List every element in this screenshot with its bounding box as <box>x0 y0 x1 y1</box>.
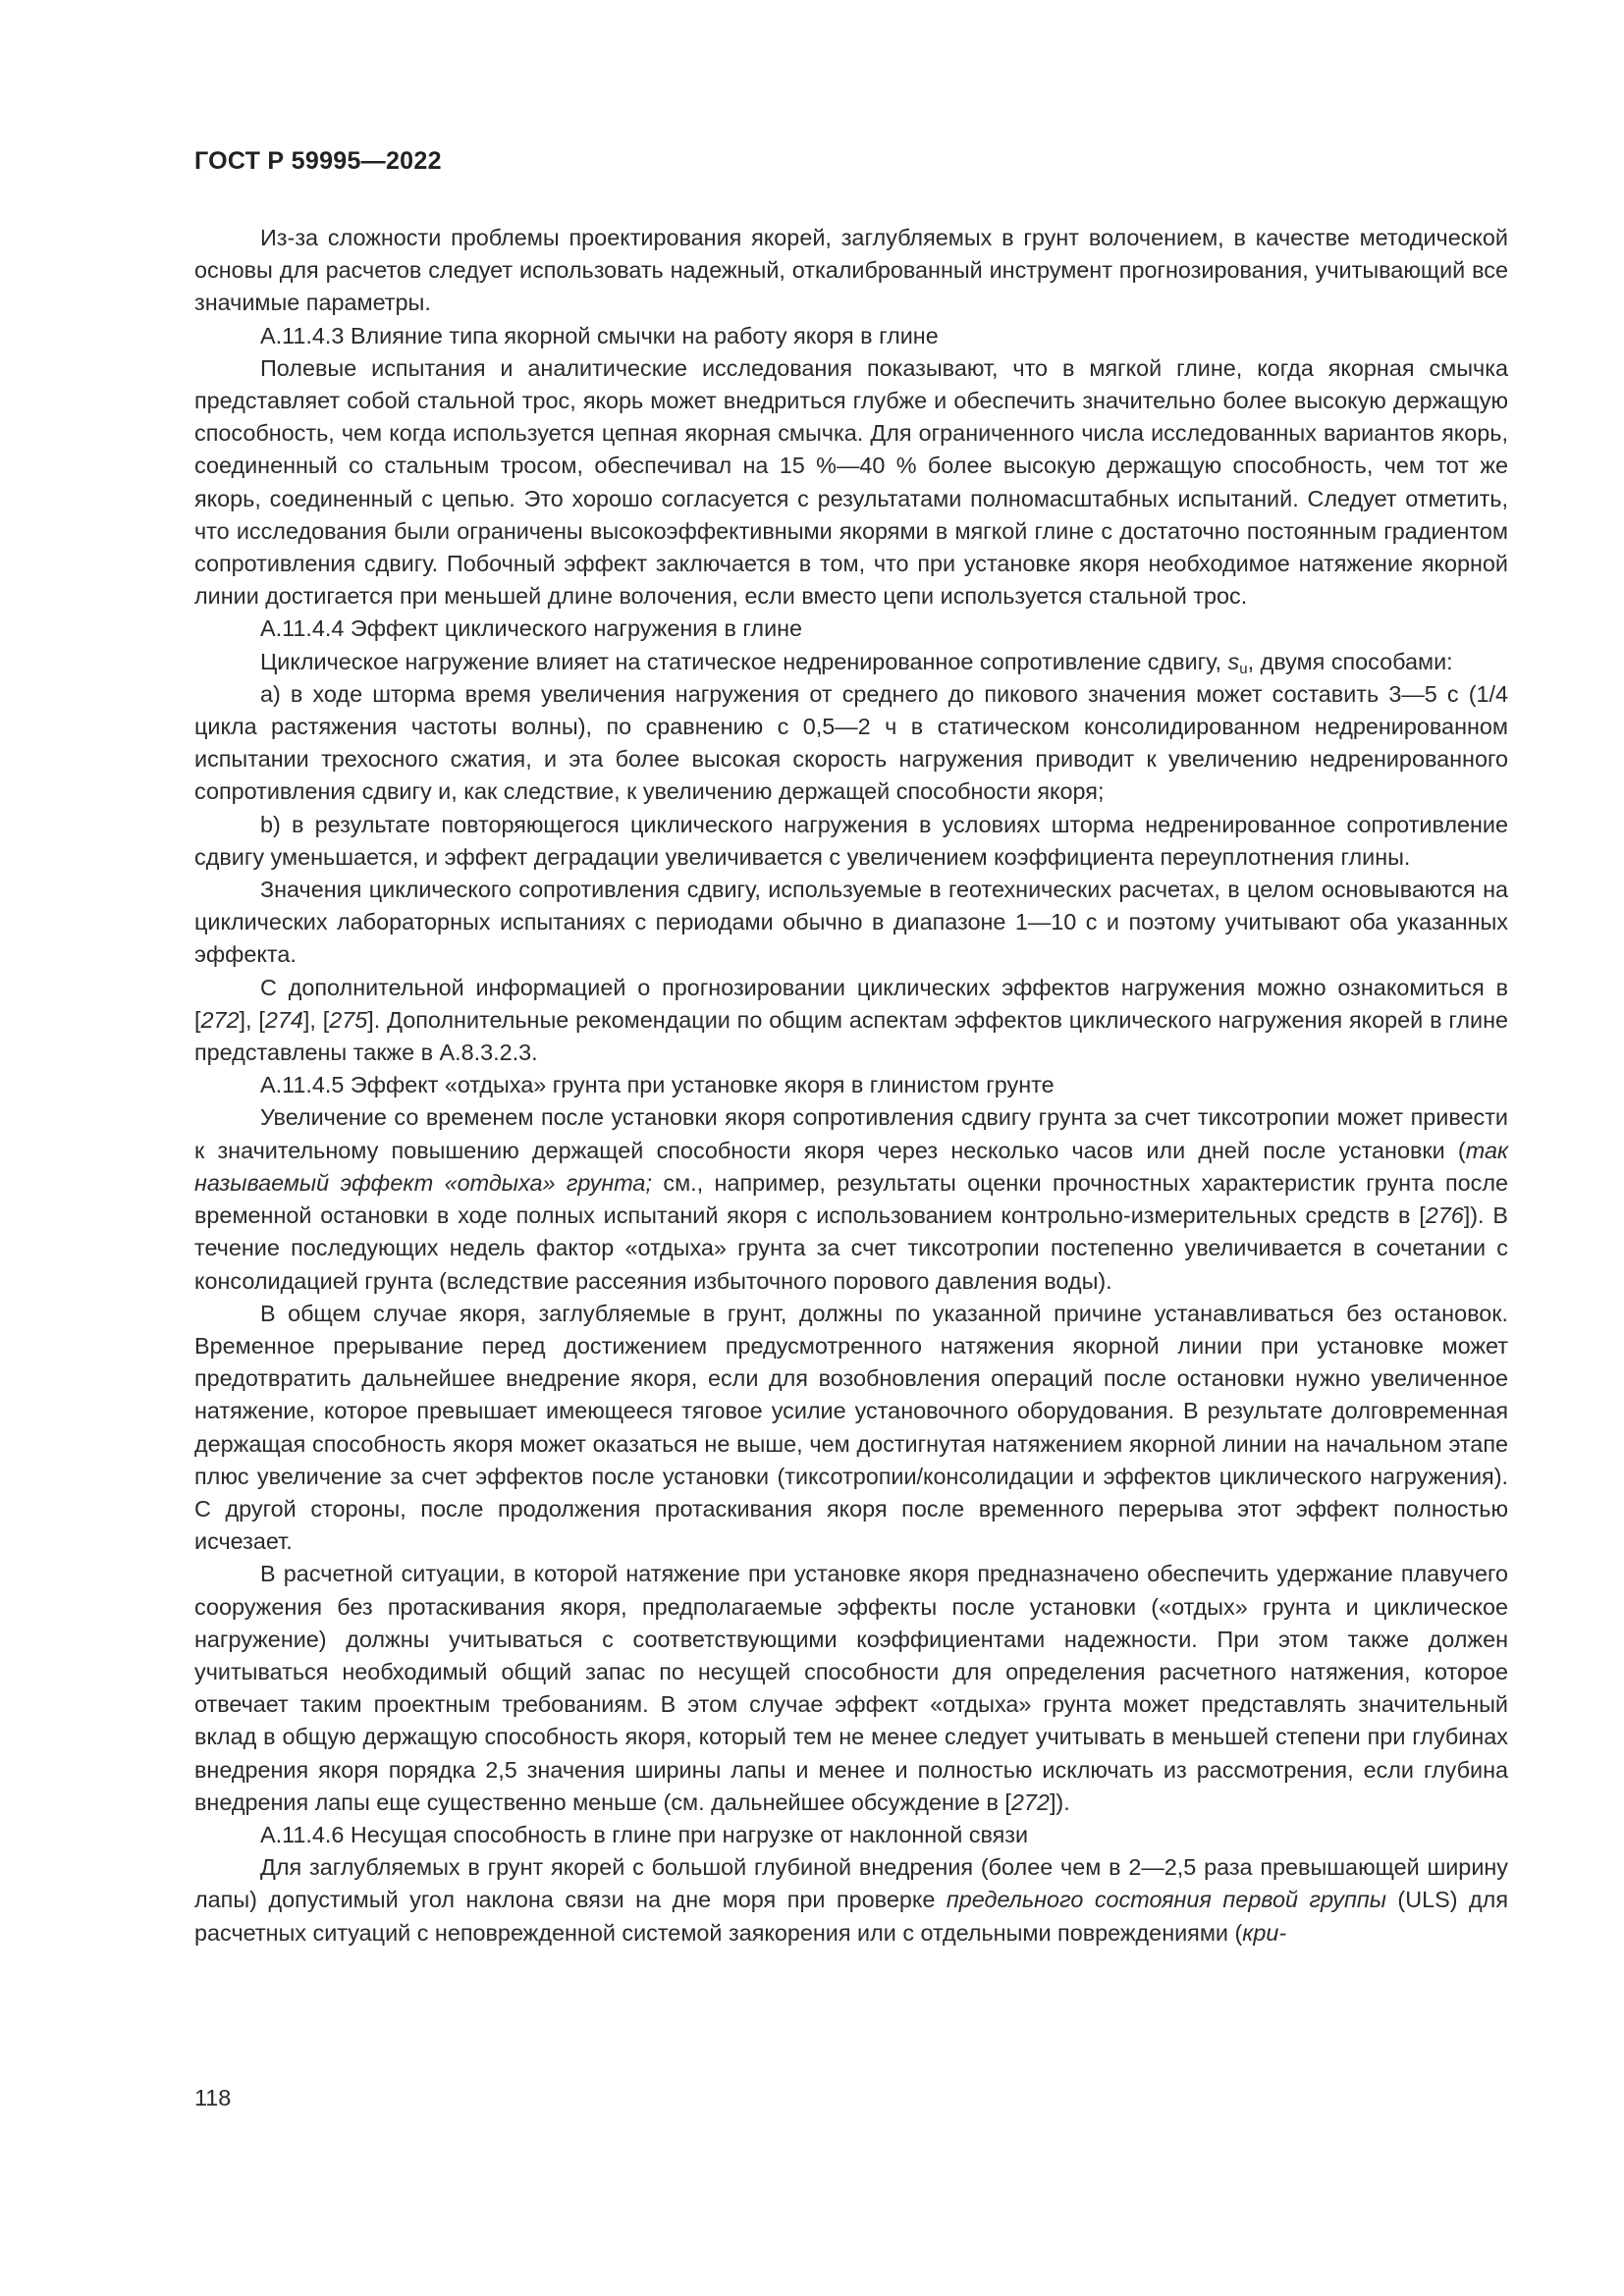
text-run: см., например, результаты оценки прочностных характеристик грунта после временной остановки в ходе полных испытаний якоря с использованием контрольно-измерительных средств в [ <box>194 1169 1508 1229</box>
reference-274: 274 <box>264 1006 303 1033</box>
page-number: 118 <box>194 2085 232 2110</box>
text-run: ]. Дополнительные рекомендации по общим аспектам эффектов циклического нагружения якорей в глине представлены также в А.8.3.2.3. <box>194 1006 1508 1066</box>
paragraph: Из-за сложности проблемы проектирования якорей, заглубляемых в грунт волочением, в качестве методической основы для расчетов следует использовать надежный, откалиброванный инструмент прогнозирования, учитывающий все значимые параметры. <box>194 225 1508 316</box>
text-run: ], [ <box>302 1006 330 1033</box>
text-run: В расчетной ситуации, в которой натяжение при установке якоря предназначено обеспечить удержание плавучего сооружения без протаскивания якоря, предполагаемые эффекты после установки («отдых» грунта и циклическое нагружение) должны учитываться с соответствующими коэффициентами надежности. При этом также должен учитываться необходимый общий запас по несущей способности для определения расчетного натяжения, которое отвечает таким проектным требованиям. В этом случае эффект «отдыха» грунта может представлять значительный вклад в общую держащую способность якоря, который тем не менее следует учитывать в меньшей степени при глубинах внедрения якоря порядка 2,5 значения ширины лапы и менее и полностью исключать из рассмотрения, если глубина внедрения лапы еще существенно меньше (см. дальнейшее обсуждение в [ <box>194 1561 1508 1815</box>
symbol-s: s <box>1227 648 1240 674</box>
document-header-code: ГОСТ Р 59995—2022 <box>194 147 442 175</box>
paragraph <box>194 972 1508 1070</box>
italic-term: кри- <box>1242 1919 1287 1946</box>
text-run: ]). В течение последующих недель фактор «отдыха» грунта за счет тиксотропии постепенно увеличивается в сочетании с консолидацией грунта (вследствие рассеяния избыточного порового давления воды). <box>194 1202 1508 1294</box>
paragraph: В общем случае якоря, заглубляемые в грунт, должны по указанной причине устанавливаться без остановок. Временное прерывание перед достижением предусмотренного натяжения якорной линии при установке может предотвратить дальнейшее внедрение якоря, если для возобновления операций после остановки нужно увеличенное натяжение, которое превышает имеющееся тяговое усилие установочного оборудования. В результате долговременная держащая способность якоря может оказаться не выше, чем достигнутая натяжением якорной линии на начальном этапе плюс увеличение за счет эффектов после установки (тиксотропии/консолидации и эффектов циклического нагружения). С другой стороны, после продолжения протаскивания якоря после временного перерыва этот эффект полностью исчезает. <box>194 1300 1508 1555</box>
section-heading-a11-4-5: А.11.4.5 Эффект «отдыха» грунта при установке якоря в глинистом грунте <box>260 1072 1055 1098</box>
text-run: ]). <box>1049 1789 1070 1815</box>
text-run: Для заглубляемых в грунт якорей с большой глубиной внедрения (более чем в 2—2,5 раза превышающей ширину лапы) допустимый угол наклона связи на дне моря при проверке <box>194 1854 1508 1913</box>
paragraph <box>194 1851 1508 1949</box>
text-run: , двумя способами: <box>1247 648 1453 674</box>
italic-term: предельного состояния первой группы <box>946 1887 1386 1913</box>
paragraph <box>194 1101 1508 1297</box>
paragraph <box>194 1558 1508 1819</box>
reference-275: 275 <box>329 1006 368 1033</box>
section-heading-a11-4-3: А.11.4.3 Влияние типа якорной смычки на работу якоря в глине <box>260 322 939 348</box>
section-heading-a11-4-4: А.11.4.4 Эффект циклического нагружения в глине <box>260 615 803 642</box>
text-run: Циклическое нагружение влияет на статическое недренированное сопротивление сдвигу, <box>260 648 1228 674</box>
list-item-a: a) в ходе шторма время увеличения нагружения от среднего до пикового значения может составить 3—5 с (1/4 цикла растяжения частоты волны), по сравнению с 0,5—2 ч в статическом консолидированном недренированном испытании трехосного сжатия, и эта более высокая скорость нагружения приводит к увеличению недренированного сопротивления сдвигу и, как следствие, к увеличению держащей способности якоря; <box>194 680 1508 805</box>
reference-272: 272 <box>200 1006 240 1033</box>
list-item-b: b) в результате повторяющегося циклического нагружения в условиях шторма недренированное сопротивление сдвигу уменьшается, и эффект деградации увеличивается с увеличением коэффициента переуплотнения глины. <box>194 811 1508 870</box>
symbol-subscript-u: u <box>1239 660 1248 677</box>
italic-term: так называемый эффект «отдыха» грунта; <box>194 1137 1508 1196</box>
section-heading-a11-4-6: А.11.4.6 Несущая способность в глине при нагрузке от наклонной связи <box>260 1821 1029 1847</box>
paragraph: Полевые испытания и аналитические исследования показывают, что в мягкой глине, когда якорная смычка представляет собой стальной трос, якорь может внедриться глубже и обеспечить значительно более высокую держащую способность, чем когда используется цепная якорная смычка. Для ограниченного числа исследованных вариантов якорь, соединенный со стальным тросом, обеспечивал на 15 %—40 % более высокую держащую способность, чем тот же якорь, соединенный с цепью. Это хорошо согласуется с результатами полномасштабных испытаний. Следует отметить, что исследования были ограничены высокоэффективными якорями в мягкой глине с достаточно постоянным градиентом сопротивления сдвигу. Побочный эффект заключается в том, что при установке якоря необходимое натяжение якорной линии достигается при меньшей длине волочения, если вместо цепи используется стальной трос. <box>194 354 1508 610</box>
paragraph: Значения циклического сопротивления сдвигу, используемые в геотехнических расчетах, в целом основываются на циклических лабораторных испытаниях с периодами обычно в диапазоне 1—10 с и поэтому учитывают оба указанных эффекта. <box>194 877 1508 968</box>
document-body <box>194 222 1508 1949</box>
reference-272: 272 <box>1010 1789 1050 1815</box>
text-run: Увеличение со временем после установки якоря сопротивления сдвигу грунта за счет тиксотропии может привести к значительному повышению держащей способности якоря через несколько часов или дней после установки ( <box>194 1104 1508 1163</box>
paragraph <box>194 646 1508 678</box>
text-run: (ULS) для расчетных ситуаций с неповрежденной системой заякорения или с отдельными повреждениями ( <box>194 1887 1508 1946</box>
reference-276: 276 <box>1425 1202 1464 1229</box>
text-run: ], [ <box>239 1006 265 1033</box>
text-run: С дополнительной информацией о прогнозировании циклических эффектов нагружения можно ознакомиться в [ <box>194 974 1508 1033</box>
